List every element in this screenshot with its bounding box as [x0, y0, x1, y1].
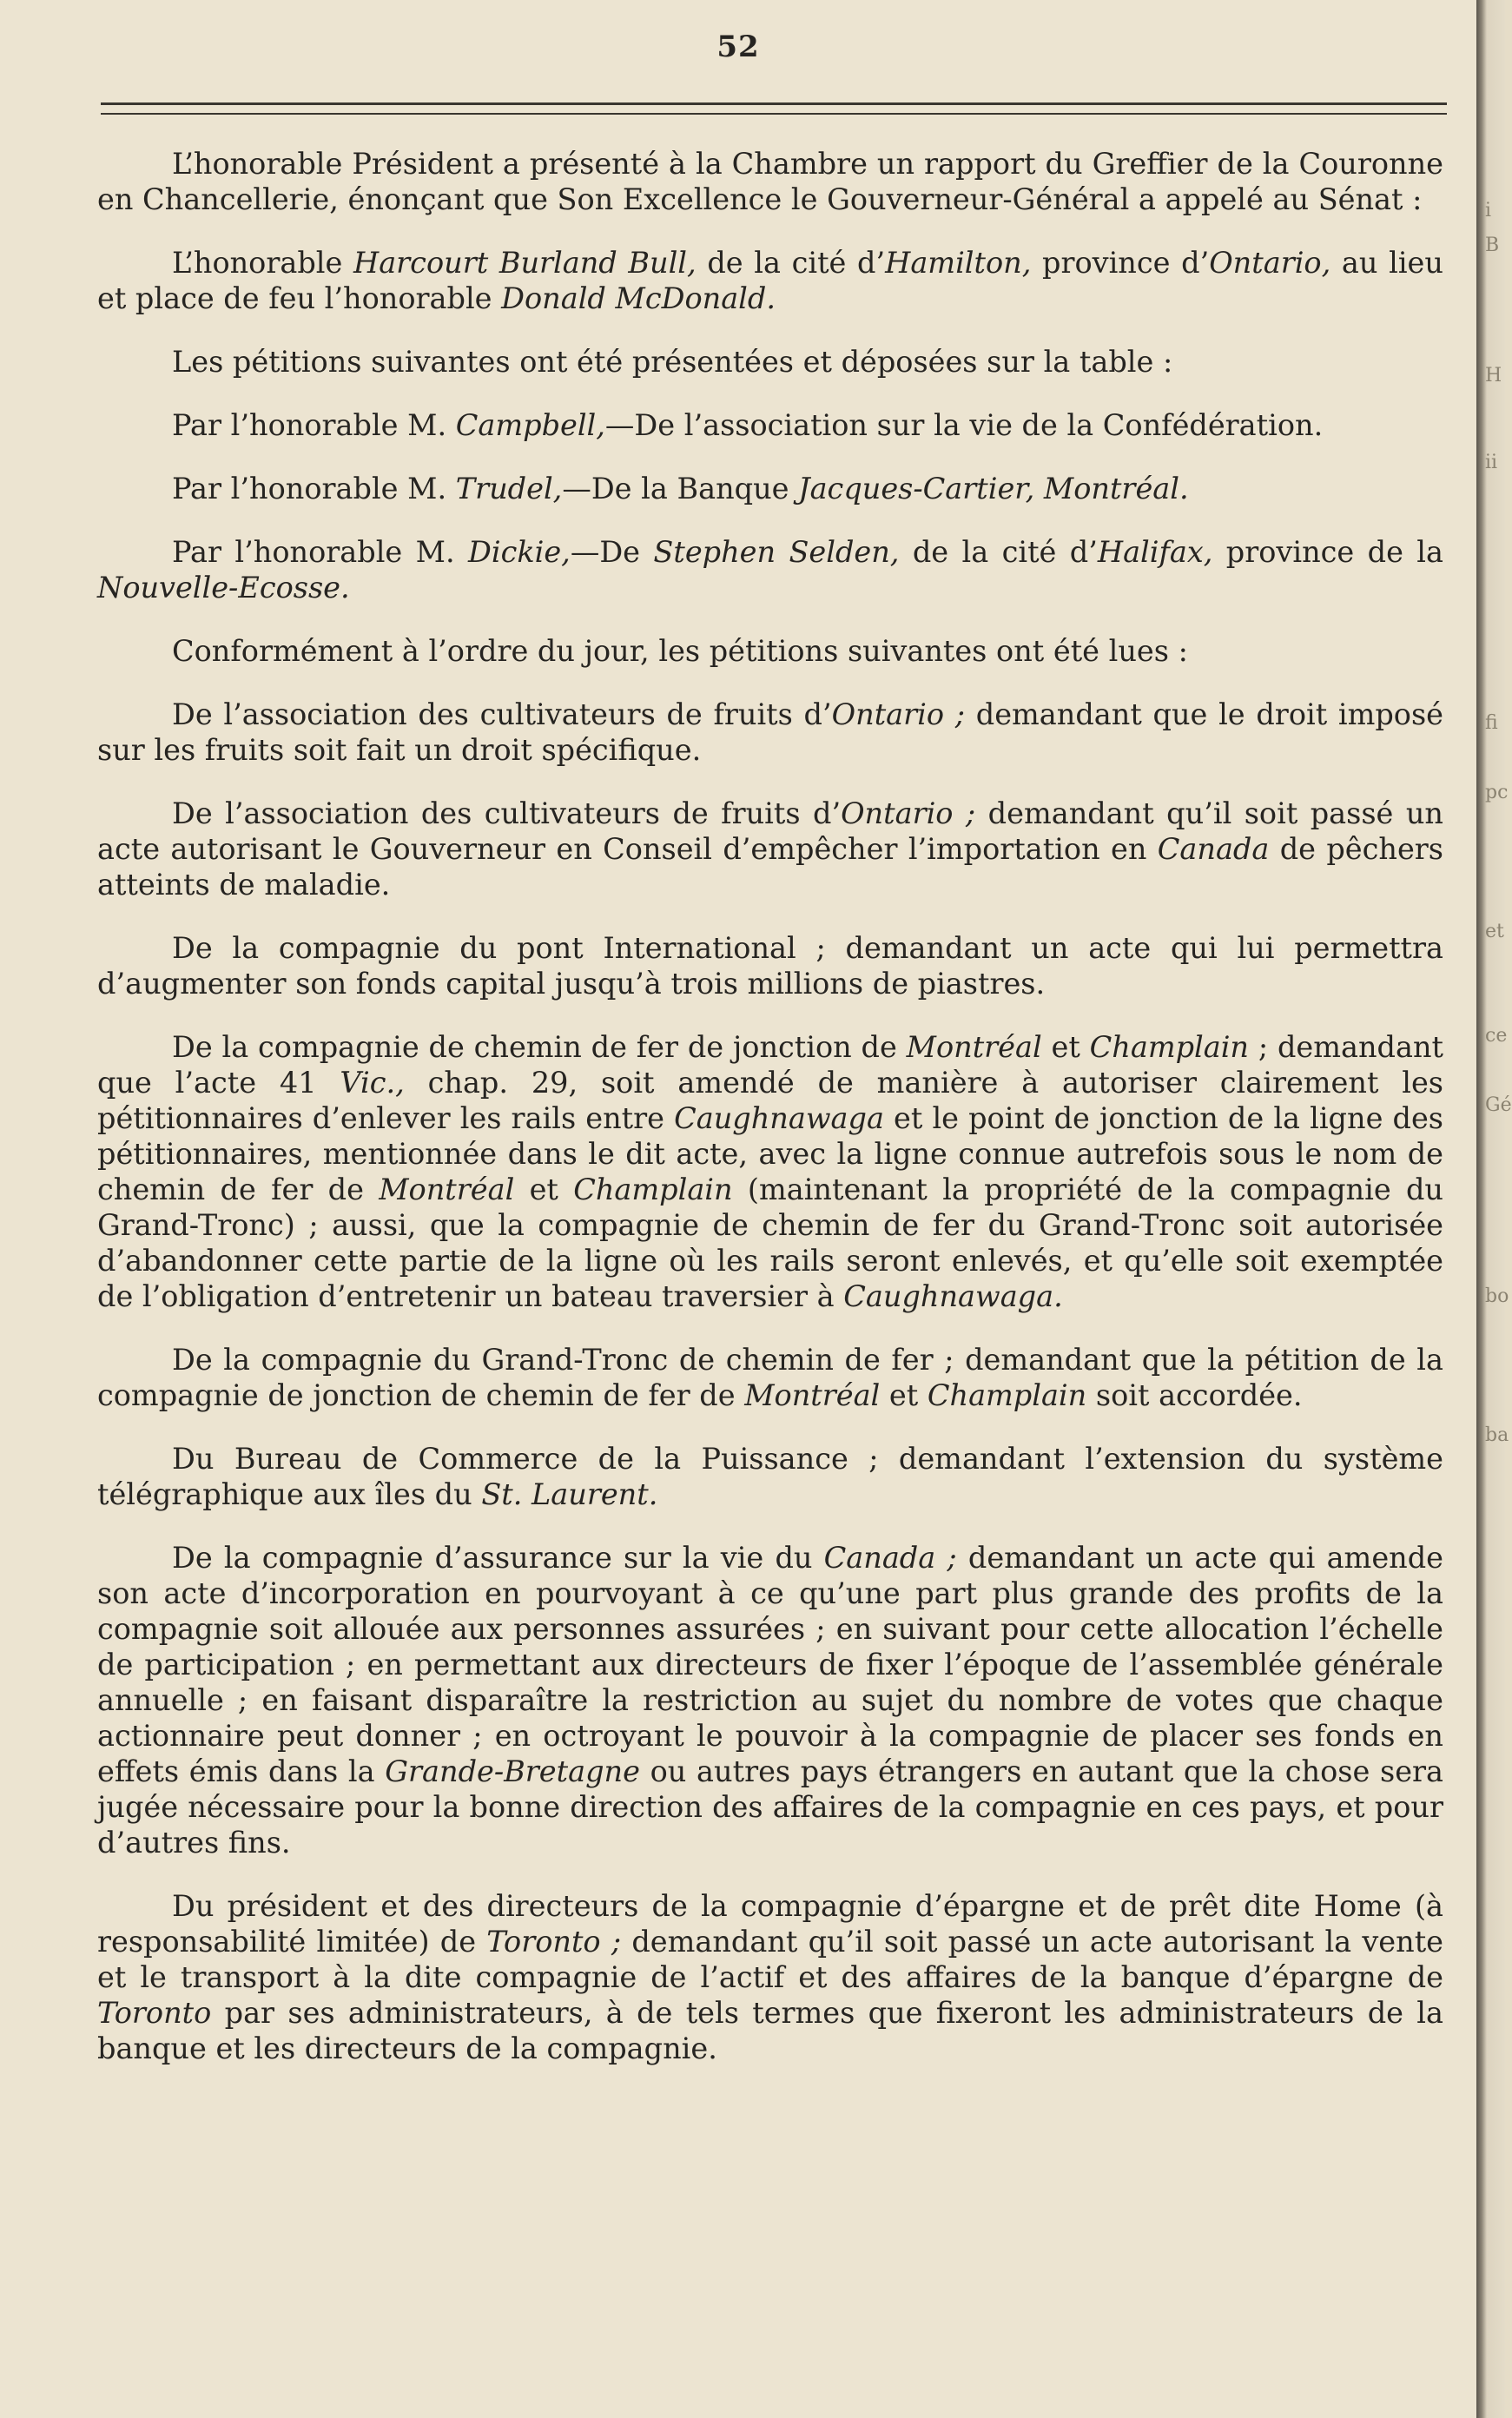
italic-text: Nouvelle-Ecosse.: [97, 571, 350, 604]
text-run: Par l’honorable M.: [172, 472, 456, 505]
italic-text: Caughnawaga.: [843, 1279, 1063, 1313]
italic-text: Champlain: [927, 1378, 1087, 1412]
italic-text: St. Laurent.: [481, 1477, 658, 1511]
page-number: 52: [716, 30, 760, 64]
italic-text: Halifax,: [1097, 535, 1213, 569]
edge-fragment: et: [1485, 921, 1504, 942]
text-run: Du président et des directeurs de la compagnie d’épargne et de prêt dite Home (à responsabilité limitée) de: [97, 1889, 1443, 1959]
italic-text: Canada ;: [823, 1541, 957, 1575]
text-run: De la compagnie du pont International ; demandant un acte qui lui permettra d’augmenter son fonds capital jusqu’à trois millions de piastres.: [97, 931, 1443, 1001]
italic-text: Caughnawaga: [674, 1101, 884, 1135]
text-run: de pêchers atteints de maladie.: [97, 832, 1443, 902]
text-run: Conformément à l’ordre du jour, les pétitions suivantes ont été lues :: [172, 634, 1188, 668]
paragraph: [97, 1029, 1443, 1314]
text-run: demandant un acte qui amende son acte d’incorporation en pourvoyant à ce qu’une part plus grande des profits de la compagnie soit allouée aux personnes assurées ; en suivant pour cette allocation l’échelle de participation ; en permettant aux directeurs de fixer l’époque de l’assemblée générale annuelle ; en faisant disparaître la restriction au sujet du nombre de votes que chaque actionnaire peut donner ; en octroyant le pouvoir à la compagnie de placer ses fonds en effets émis dans la: [97, 1541, 1443, 1788]
text-run: ; demandant que l’acte 41: [97, 1030, 1443, 1100]
edge-fragment: ii: [1485, 452, 1498, 473]
text-run: —De la Banque: [562, 472, 799, 505]
paragraph: [97, 471, 1443, 506]
edge-fragment: fi: [1485, 712, 1498, 734]
italic-text: Toronto ;: [486, 1925, 622, 1959]
text-run: De la compagnie d’assurance sur la vie du: [172, 1541, 824, 1575]
text-run: Les pétitions suivantes ont été présentées et déposées sur la table :: [172, 345, 1173, 379]
body-text: [97, 146, 1443, 2066]
paragraph: [97, 407, 1443, 443]
italic-text: Jacques-Cartier, Montréal.: [798, 472, 1189, 505]
text-run: De la compagnie du Grand-Tronc de chemin de fer ; demandant que la pétition de la compagnie de jonction de chemin de fer de: [97, 1343, 1443, 1412]
paragraph: [97, 796, 1443, 902]
text-run: et le point de jonction de la ligne des pétitionnaires, mentionnée dans le dit acte, avec la ligne connue autrefois sous le nom de chemin de fer de: [97, 1101, 1443, 1206]
italic-text: Montréal: [744, 1378, 881, 1412]
paragraph: [97, 1540, 1443, 1860]
italic-text: Trudel,: [455, 472, 563, 505]
italic-text: Campbell,: [455, 408, 605, 442]
italic-text: Toronto: [97, 1996, 212, 2030]
paragraph: [97, 344, 1443, 380]
text-run: —De l’association sur la vie de la Confédération.: [604, 408, 1324, 442]
text-run: L’honorable Président a présenté à la Chambre un rapport du Greffier de la Couronne en Chancellerie, énonçant que Son Excellence le Gouverneur-Général a appelé au Sénat :: [97, 147, 1443, 216]
paragraph: [97, 146, 1443, 217]
text-run: province de la: [1212, 535, 1443, 569]
italic-text: Grande-Bretagne: [385, 1754, 640, 1788]
text-run: par ses administrateurs, à de tels termes que fixeront les administrateurs de la banque et les directeurs de la compagnie.: [97, 1996, 1443, 2065]
paragraph: [97, 1342, 1443, 1413]
edge-fragment: H: [1485, 365, 1502, 386]
text-run: De la compagnie de chemin de fer de jonction de: [172, 1030, 907, 1064]
italic-text: Ontario ;: [841, 796, 976, 830]
text-run: ou autres pays étrangers en autant que la chose sera jugée nécessaire pour la bonne direction des affaires de la compagnie en ces pays, et pour d’autres fins.: [97, 1754, 1443, 1860]
text-run: De l’association des cultivateurs de fruits d’: [172, 697, 832, 731]
edge-fragment: Gé: [1485, 1094, 1512, 1116]
text-run: demandant qu’il soit passé un acte autorisant la vente et le transport à la dite compagnie de l’actif et des affaires de la banque d’épargne de: [97, 1925, 1443, 1994]
text-run: Du Bureau de Commerce de la Puissance ; demandant l’extension du système télégraphique aux îles du: [97, 1442, 1443, 1511]
edge-fragment: ba: [1485, 1424, 1509, 1446]
edge-fragment: bo: [1485, 1285, 1509, 1307]
text-run: soit accordée.: [1086, 1378, 1303, 1412]
text-run: (maintenant la propriété de la compagnie du Grand-Tronc) ; aussi, que la compagnie de chemin de fer du Grand-Tronc soit autorisée d’abandonner cette partie de la ligne où les rails seront enlevés, et qu’elle soit exemptée de l’obligation d’entretenir un bateau traversier à: [97, 1173, 1443, 1313]
italic-text: Canada: [1157, 832, 1270, 866]
text-run: L’honorable: [172, 246, 353, 280]
paragraph: [97, 633, 1443, 669]
italic-text: Champlain: [573, 1173, 733, 1206]
italic-text: Stephen Selden,: [653, 535, 900, 569]
italic-text: Ontario,: [1209, 246, 1331, 280]
text-run: demandant que le droit imposé sur les fruits soit fait un droit spécifique.: [97, 697, 1443, 767]
italic-text: Dickie,: [468, 535, 571, 569]
text-run: de la cité d’: [899, 535, 1098, 569]
edge-fragment: pc: [1485, 782, 1509, 803]
italic-text: Hamilton,: [885, 246, 1032, 280]
text-run: demandant qu’il soit passé un acte autorisant le Gouverneur en Conseil d’empêcher l’importation en: [97, 796, 1443, 866]
paragraph: [97, 534, 1443, 605]
paragraph: [97, 697, 1443, 768]
paragraph: [97, 930, 1443, 1001]
facing-page-edge: [1476, 0, 1512, 2418]
edge-fragment: B: [1485, 235, 1500, 256]
text-run: et: [880, 1378, 928, 1412]
italic-text: Montréal: [379, 1173, 515, 1206]
text-run: et: [1041, 1030, 1090, 1064]
text-run: Par l’honorable M.: [172, 408, 456, 442]
text-run: de la cité d’: [696, 246, 886, 280]
header-rule-bottom: [101, 113, 1447, 115]
italic-text: Harcourt Burland Bull,: [353, 246, 697, 280]
text-run: au lieu et place de feu l’honorable: [97, 246, 1443, 315]
text-run: Par l’honorable M.: [172, 535, 468, 569]
edge-fragment: ce: [1485, 1025, 1508, 1047]
text-run: province d’: [1031, 246, 1210, 280]
text-run: et: [514, 1173, 574, 1206]
text-run: chap. 29, soit amendé de manière à autoriser clairement les pétitionnaires d’enlever les rails entre: [97, 1066, 1443, 1135]
paragraph: [97, 1441, 1443, 1512]
italic-text: Vic.,: [340, 1066, 405, 1100]
edge-fragment: i: [1485, 200, 1492, 221]
italic-text: Ontario ;: [831, 697, 966, 731]
text-run: —De: [570, 535, 654, 569]
paragraph: [97, 1888, 1443, 2066]
italic-text: Donald McDonald.: [501, 281, 776, 315]
italic-text: Champlain: [1089, 1030, 1250, 1064]
text-run: De l’association des cultivateurs de fruits d’: [172, 796, 842, 830]
header-rule-top: [101, 102, 1447, 105]
paragraph: [97, 245, 1443, 316]
italic-text: Montréal: [906, 1030, 1042, 1064]
